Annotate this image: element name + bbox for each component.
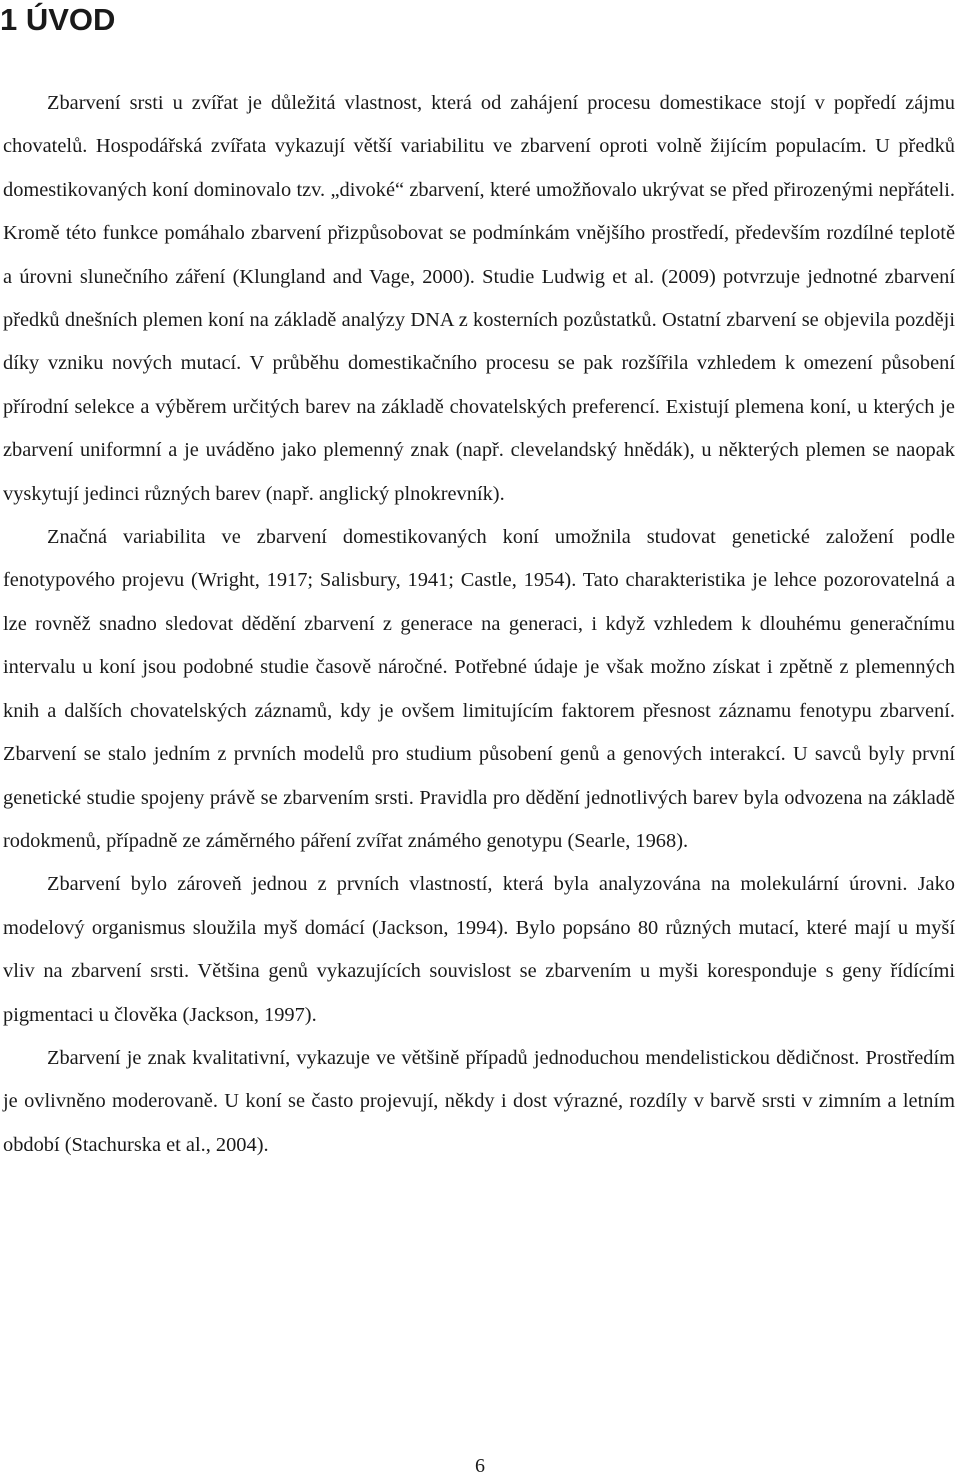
paragraph-1: Zbarvení srsti u zvířat je důležitá vlastnost, která od zahájení procesu domestikace stojí v popředí zájmu chovatelů. Hospodářská zvířata vykazují větší variabilitu ve zbarvení oproti volně žijícím populacím. U předků domestikovaných koní dominovalo tzv. „divoké“ zbarvení, které umožňovalo ukrývat se před přirozenými nepřáteli. Kromě této funkce pomáhalo zbarvení přizpůsobovat se podmínkám vnějšího prostředí, především rozdílné teplotě a úrovni slunečního záření (Klungland and Vage, 2000). Studie Ludwig et al. (2009) potvrzuje jednotné zbarvení předků dnešních plemen koní na základě analýzy DNA z kosterních pozůstatků. Ostatní zbarvení se objevila později díky vzniku nových mutací. V průběhu domestikačního procesu se pak rozšířila vzhledem k omezení působení přírodní selekce a výběrem určitých barev na základě chovatelských preferencí. Existují plemena koní, u kterých je zbarvení uniformní a je uváděno jako plemenný znak (např. clevelandský hnědák), u některých plemen se naopak vyskytují jedinci různých barev (např. anglický plnokrevník).: [3, 92, 955, 505]
body-text: [3, 82, 955, 1167]
page-number: 6: [475, 1455, 485, 1477]
paragraph-3: Zbarvení bylo zároveň jednou z prvních vlastností, která byla analyzována na molekulární úrovni. Jako modelový organismus sloužila myš domácí (Jackson, 1994). Bylo popsáno 80 různých mutací, které mají u myší vliv na zbarvení srsti. Většina genů vykazujících souvislost se zbarvením u myši koresponduje s geny řídícími pigmentaci u člověka (Jackson, 1997).: [3, 873, 955, 1026]
paragraph-4: Zbarvení je znak kvalitativní, vykazuje ve většině případů jednoduchou mendelistickou dědičnost. Prostředím je ovlivněno moderovaně. U koní se často projevují, někdy i dost výrazné, rozdíly v barvě srsti v zimním a letním období (Stachurska et al., 2004).: [3, 1046, 955, 1156]
chapter-heading: 1 ÚVOD: [0, 2, 116, 37]
paragraph-2: Značná variabilita ve zbarvení domestikovaných koní umožnila studovat genetické založení podle fenotypového projevu (Wright, 1917; Salisbury, 1941; Castle, 1954). Tato charakteristika je lehce pozorovatelná a lze rovněž snadno sledovat dědění zbarvení z generace na generaci, i když vzhledem k dlouhému generačnímu intervalu u koní jsou podobné studie časově náročné. Potřebné údaje je však možno získat i zpětně z plemenných knih a dalších chovatelských záznamů, kdy je ovšem limitujícím faktorem přesnost záznamu fenotypu zbarvení. Zbarvení se stalo jedním z prvních modelů pro studium působení genů a genových interakcí. U savců byly první genetické studie spojeny právě se zbarvením srsti. Pravidla pro dědění jednotlivých barev byla odvozena na základě rodokmenů, případně ze záměrného páření zvířat známého genotypu (Searle, 1968).: [3, 526, 955, 852]
